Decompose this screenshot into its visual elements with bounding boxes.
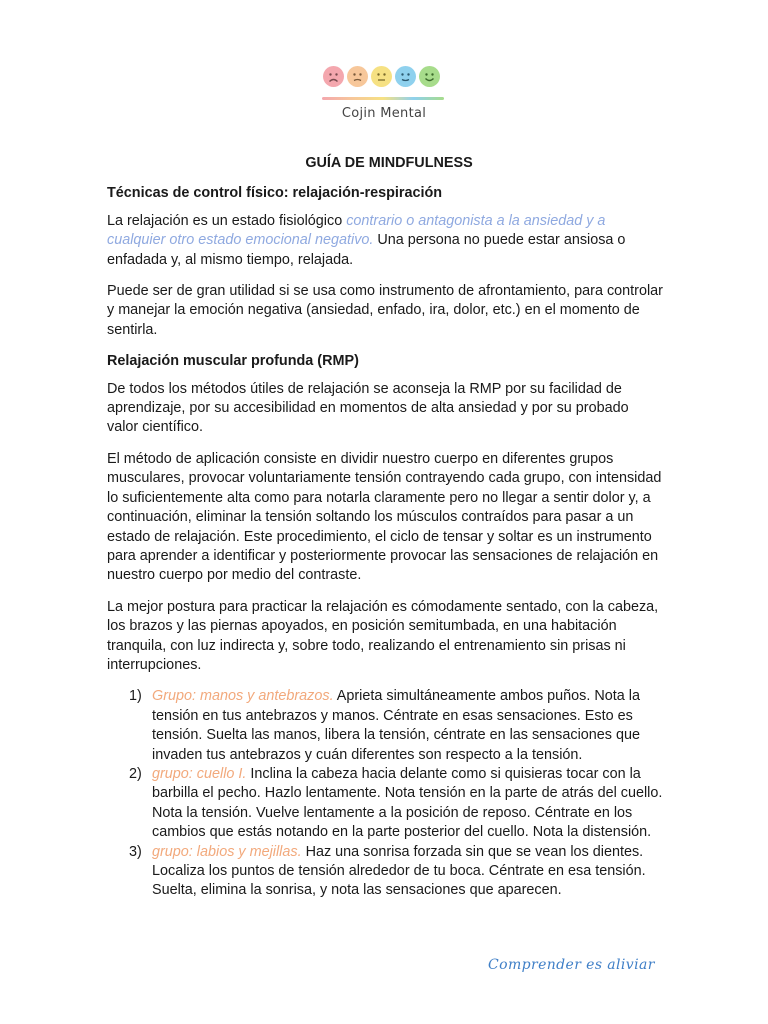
paragraph-relaxation-definition xyxy=(107,212,663,270)
list-item xyxy=(107,687,663,765)
unhappy-face-icon xyxy=(347,66,368,87)
document-title: GUÍA DE MINDFULNESS xyxy=(305,155,473,171)
brand-name: Cojin Mental xyxy=(341,106,427,121)
paragraph-utility: Puede ser de gran utilidad si se usa como instrumento de afrontamiento, para controlar y manejar la emoción negativa (ansiedad, enfado, ira, dolor, etc.) en el momento de sentirla. xyxy=(107,283,663,338)
highlighted-text: contrario o antagonista a la ansiedad y a cualquier otro estado emocional negativo. xyxy=(107,212,606,249)
emotion-faces xyxy=(323,66,450,87)
happy-face-icon xyxy=(419,66,440,87)
document-body xyxy=(107,152,663,901)
section-heading-physical-control: Técnicas de control físico: relajación-respiración xyxy=(107,185,443,202)
muscle-group-label: grupo: labios y mejillas. xyxy=(152,843,302,860)
brand-logo xyxy=(318,66,450,126)
list-item xyxy=(107,765,663,843)
steps-list xyxy=(107,687,663,900)
list-item-text: Haz una sonrisa forzada sin que se vean los dientes. Localiza los puntos de tensión alrededor de tu boca. Céntrate en esa tensión. Suelta, elimina la sonrisa, y nota las sensaciones que aparecen. xyxy=(152,843,646,899)
list-item-text: Aprieta simultáneamente ambos puños. Nota la tensión en tus antebrazos y manos. Céntrate en esas sensaciones. Esto es tensión. Suelta las manos, libera la tensión, céntrate en las sensaciones que invaden tus antebrazos y cuán diferentes son respecto a la tensión. xyxy=(152,688,640,763)
footer-tagline: Comprender es aliviar xyxy=(488,957,655,973)
muscle-group-label: Grupo: manos y antebrazos. xyxy=(152,688,334,705)
paragraph-rmp-advantages: De todos los métodos útiles de relajación se aconseja la RMP por su facilidad de aprendizaje, por su accesibilidad en momentos de alta ansiedad y por su probado valor científico. xyxy=(107,380,629,436)
paragraph-text: Una persona no puede estar ansiosa o enfadada y, al mismo tiempo, relajada. xyxy=(107,232,626,268)
neutral-face-icon xyxy=(371,66,392,87)
logo-divider xyxy=(322,97,444,100)
list-item xyxy=(107,843,663,901)
paragraph-method: El método de aplicación consiste en dividir nuestro cuerpo en diferentes grupos musculares, provocar voluntariamente tensión contrayendo cada grupo, con intensidad lo suficientemente alta como para notarla claramente pero no llegar a sentir dolor y, a continuación, eliminar la tensión soltando los músculos contraídos para pasar a un estado de relajación. Este procedimiento, el ciclo de tensar y soltar es un instrumento para aprender a identificar y posteriormente provocar las sensaciones de relajación en nuestro cuerpo por medio del contraste. xyxy=(107,450,662,584)
sad-face-icon xyxy=(323,66,344,87)
list-item-text: Inclina la cabeza hacia delante como si quisieras tocar con la barbilla el pecho. Hazlo lentamente. Nota tensión en la parte de atrás del cuello. Nota la tensión. Vuelve lentamente a la posición de reposo. Céntrate en los cambios que estás notando en la parte posterior del cuello. Nota la distensión. xyxy=(152,765,663,841)
muscle-group-label: grupo: cuello I. xyxy=(152,765,247,782)
list-item-number: 2) xyxy=(129,765,142,782)
list-item-number: 1) xyxy=(129,688,142,705)
content-face-icon xyxy=(395,66,416,87)
paragraph-posture: La mejor postura para practicar la relajación es cómodamente sentado, con la cabeza, los brazos y las piernas apoyados, en posición semitumbada, en una habitación tranquila, con luz indirecta y, sobre todo, realizando el entrenamiento sin prisas ni interrupciones. xyxy=(107,598,659,673)
paragraph-text: La relajación es un estado fisiológico xyxy=(107,212,347,229)
list-item-number: 3) xyxy=(129,843,142,860)
section-heading-rmp: Relajación muscular profunda (RMP) xyxy=(107,353,359,370)
